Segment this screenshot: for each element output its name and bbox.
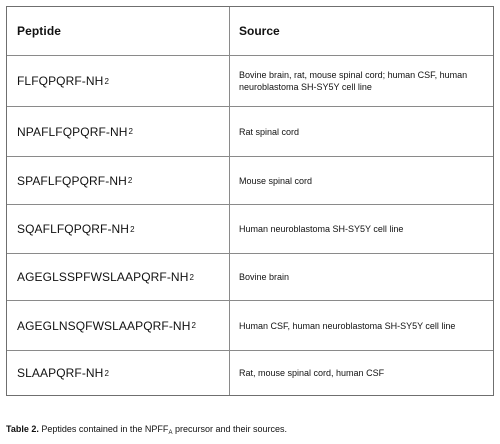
peptide-name: NPAFLFQPQRF-NH bbox=[17, 124, 128, 139]
source-cell: Mouse spinal cord bbox=[239, 175, 313, 186]
source-cell: Bovine brain bbox=[239, 272, 290, 282]
table-row bbox=[7, 253, 493, 300]
peptide-cell bbox=[17, 157, 222, 204]
peptide-cell bbox=[17, 56, 222, 106]
peptide-cell bbox=[17, 254, 222, 300]
column-divider bbox=[229, 7, 230, 55]
caption-label: Table 2. bbox=[6, 424, 39, 434]
peptide-cell bbox=[17, 301, 222, 350]
peptide-cell bbox=[17, 107, 222, 156]
peptide-subscript: 2 bbox=[191, 321, 197, 330]
peptide-name: AGEGLNSQFWSLAAPQRF-NH bbox=[17, 318, 191, 333]
peptide-cell bbox=[17, 351, 222, 395]
peptide-table bbox=[6, 6, 494, 396]
peptide-subscript: 2 bbox=[104, 76, 109, 86]
peptide-name: SPAFLFQPQRF-NH bbox=[17, 173, 127, 188]
peptide-name: FLFQPQRF-NH bbox=[17, 74, 104, 88]
column-divider bbox=[229, 157, 230, 204]
column-divider bbox=[229, 351, 230, 395]
header-source: Source bbox=[239, 24, 280, 38]
peptide-name: SLAAPQRF-NH bbox=[17, 366, 104, 380]
header-peptide: Peptide bbox=[17, 24, 62, 38]
table-row bbox=[7, 106, 493, 156]
source-cell: Rat, mouse spinal cord, human CSF bbox=[239, 368, 385, 378]
table-row bbox=[7, 350, 493, 395]
peptide-name: SQAFLFQPQRF-NH bbox=[17, 222, 130, 236]
column-divider bbox=[229, 254, 230, 300]
source-cell: Bovine brain, rat, mouse spinal cord; human CSF, human neuroblastoma SH-SY5Y cell line bbox=[239, 70, 468, 92]
caption-subscript: A bbox=[168, 430, 173, 436]
peptide-subscript: 2 bbox=[127, 176, 133, 185]
caption-text-after: precursor and their sources. bbox=[172, 424, 288, 434]
peptide-name: AGEGLSSPFWSLAAPQRF-NH bbox=[17, 270, 189, 284]
table-header-row bbox=[7, 7, 493, 55]
table-row bbox=[7, 55, 493, 106]
table-row bbox=[7, 156, 493, 204]
peptide-subscript: 2 bbox=[189, 272, 195, 282]
column-divider bbox=[229, 107, 230, 156]
source-cell: Rat spinal cord bbox=[239, 126, 300, 137]
caption-text-before: Peptides contained in the NPFF bbox=[38, 424, 169, 434]
peptide-subscript: 2 bbox=[128, 127, 134, 136]
peptide-subscript: 2 bbox=[104, 368, 110, 378]
column-divider bbox=[229, 56, 230, 106]
peptide-subscript: 2 bbox=[130, 224, 135, 234]
column-divider bbox=[229, 301, 230, 350]
table-row bbox=[7, 300, 493, 350]
source-cell: Human CSF, human neuroblastoma SH-SY5Y cell line bbox=[239, 320, 456, 331]
source-cell: Human neuroblastoma SH-SY5Y cell line bbox=[239, 224, 404, 234]
table-row bbox=[7, 204, 493, 253]
peptide-cell bbox=[17, 205, 222, 253]
table-caption bbox=[6, 424, 287, 436]
column-divider bbox=[229, 205, 230, 253]
